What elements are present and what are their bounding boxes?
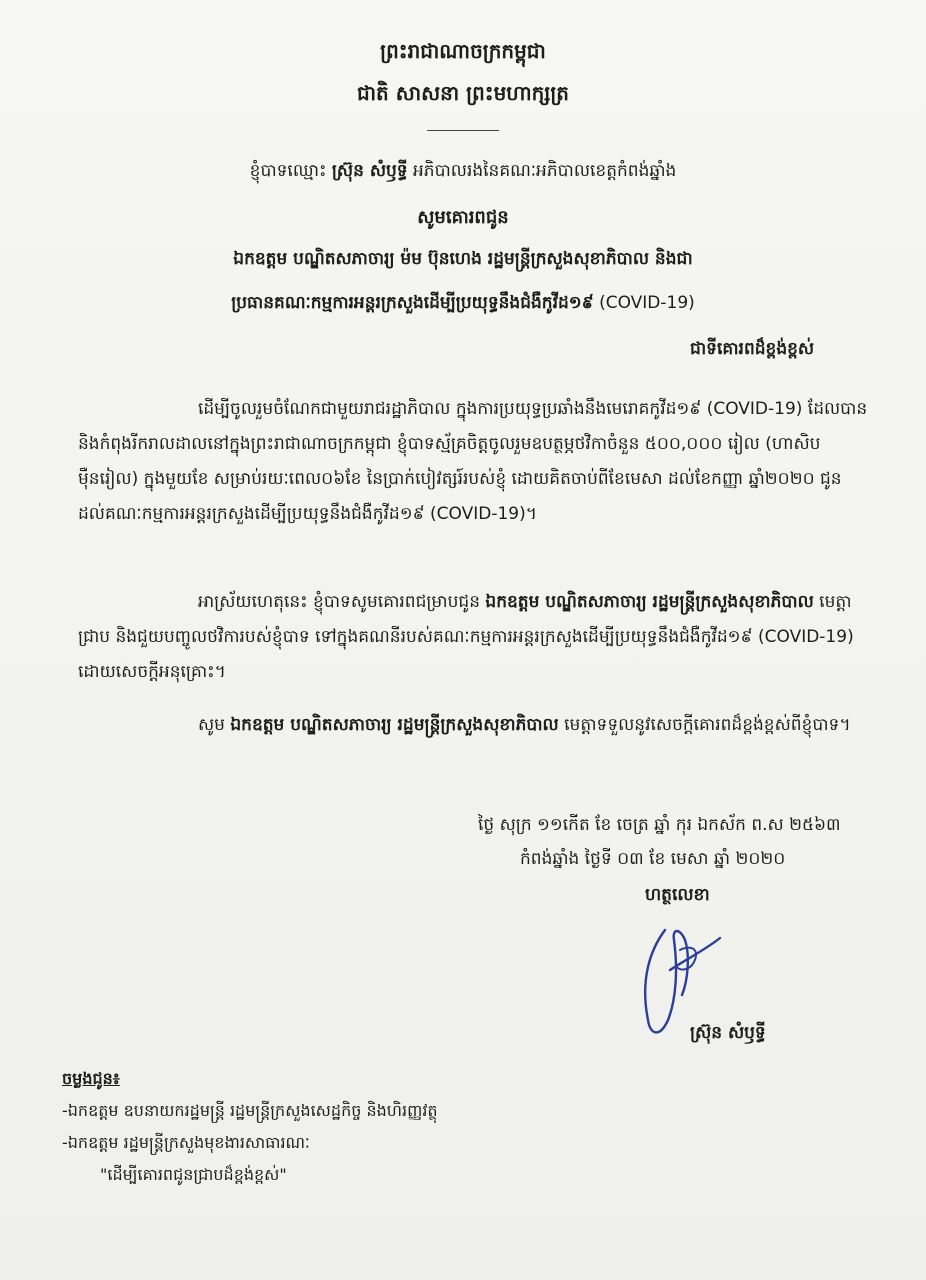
solar-date: កំពង់ឆ្នាំង ថ្ងៃទី ០៣ ខែ មេសា ឆ្នាំ ២០២០ xyxy=(520,849,786,869)
header-divider xyxy=(427,130,499,131)
addressee-title-en: (COVID-19) xyxy=(599,293,695,313)
paragraph-2-intro: អាស្រ័យហេតុនេះ ខ្ញុំបាទសូមគោរពជម្រាបជូន xyxy=(198,592,480,612)
sender-prefix: ខ្ញុំបាទឈ្មោះ xyxy=(249,161,327,181)
paragraph-1: ដើម្បីចូលរួមចំណែកជាមួយរាជរដ្ឋាភិបាល ក្នុងការប្រយុទ្ធប្រឆាំងនឹងមេរោគកូវីដ១៩ (COVID-19) ដែលបាននិងកំពុងរីករាលដាលនៅក្នុងព្រះរាជាណាចក្រកម្ពុជា ខ្ញុំបាទស្ម័គ្រចិត្តចូលរួមឧបត្ថម្ភថវិកាចំនួន ៥០០,០០០ រៀល (ហាសិបម៉ឺនរៀល) ក្នុងមួយខែ សម្រាប់រយៈពេល០៦ខែ នៃប្រាក់បៀវត្សរ៍របស់ខ្ញុំ ដោយគិតចាប់ពីខែមេសា ដល់ខែកញ្ញា ឆ្នាំ២០២០ ជូនដល់គណៈកម្មការអន្តរក្រសួងដើម្បីប្រយុទ្ធនឹងជំងឺកូវីដ១៩ (COVID-19)។ xyxy=(78,399,868,524)
lunar-date: ថ្ងៃ សុក្រ ១១កើត ខែ ចេត្រ ឆ្នាំ កុរ ឯកស័ក ព.ស ២៥៦៣ xyxy=(478,815,841,835)
paragraph-3-body: មេត្តាទទួលនូវសេចក្តីគោរពដ៏ខ្ពង់ខ្ពស់ពីខ្ញុំបាទ។ xyxy=(564,715,851,735)
paragraph-3 xyxy=(78,708,868,743)
addressee-salutation: សូមគោរពជូន xyxy=(417,207,509,228)
greeting: ជាទីគោរពដ៏ខ្ពង់ខ្ពស់ xyxy=(690,339,815,359)
copy-recipient: -ឯកឧត្តម ឧបនាយករដ្ឋមន្ត្រី រដ្ឋមន្ត្រីក្រសួងសេដ្ឋកិច្ច និងហិរញ្ញវត្ថុ xyxy=(62,1101,438,1120)
paragraph-2-addressee: ឯកឧត្តម បណ្ឌិតសភាចារ្យ រដ្ឋមន្ត្រីក្រសួងសុខាភិបាល xyxy=(485,592,814,612)
signature-label: ហត្ថលេខា xyxy=(645,885,710,905)
copy-recipient: -ឯកឧត្តម រដ្ឋមន្ត្រីក្រសួងមុខងារសាធារណៈ xyxy=(62,1133,310,1152)
copies-title: ចម្លងជូន៖ xyxy=(62,1069,120,1088)
addressee-title-kh: ប្រធានគណៈកម្មការអន្តរក្រសួងដើម្បីប្រយុទ្ធនឹងជំងឺកូវីដ១៩ xyxy=(231,293,594,313)
paragraph-3-intro: សូម xyxy=(198,715,225,735)
signatory-name: ស្រ៊ុន សំឫទ្ធី xyxy=(690,1023,766,1043)
sender-name: ស្រ៊ុន សំឫទ្ធី xyxy=(331,161,408,181)
paragraph-2 xyxy=(78,585,868,690)
sender-position: អភិបាលរងនៃគណៈអភិបាលខេត្តកំពង់ឆ្នាំង xyxy=(413,161,677,181)
paragraph-3-addressee: ឯកឧត្តម បណ្ឌិតសភាចារ្យ រដ្ឋមន្ត្រីក្រសួងសុខាភិបាល xyxy=(230,715,559,735)
kingdom-title: ព្រះរាជាណាចក្រកម្ពុជា xyxy=(380,39,546,63)
paragraph-2-body: មេត្តាជ្រាប និងជួយបញ្ចូលថវិការបស់ខ្ញុំបាទ ទៅក្នុងគណនីរបស់គណៈកម្មការអន្តរក្រសួងដើម្បីប្រយុទ្ធនឹងជំងឺកូវីដ១៩ (COVID-19) ដោយសេចក្តីអនុគ្រោះ។ xyxy=(78,592,854,682)
copies-note: "ដើម្បីគោរពជូនជ្រាបដ៏ខ្ពង់ខ្ពស់" xyxy=(100,1165,287,1184)
national-motto: ជាតិ សាសនា ព្រះមហាក្សត្រ xyxy=(357,81,569,105)
addressee-title xyxy=(0,292,926,317)
addressee-name: ឯកឧត្តម បណ្ឌិតសភាចារ្យ ម៉ម ប៊ុនហេង រដ្ឋមន្ត្រីក្រសួងសុខាភិបាល និងជា xyxy=(233,249,693,269)
sender-line xyxy=(0,160,926,185)
